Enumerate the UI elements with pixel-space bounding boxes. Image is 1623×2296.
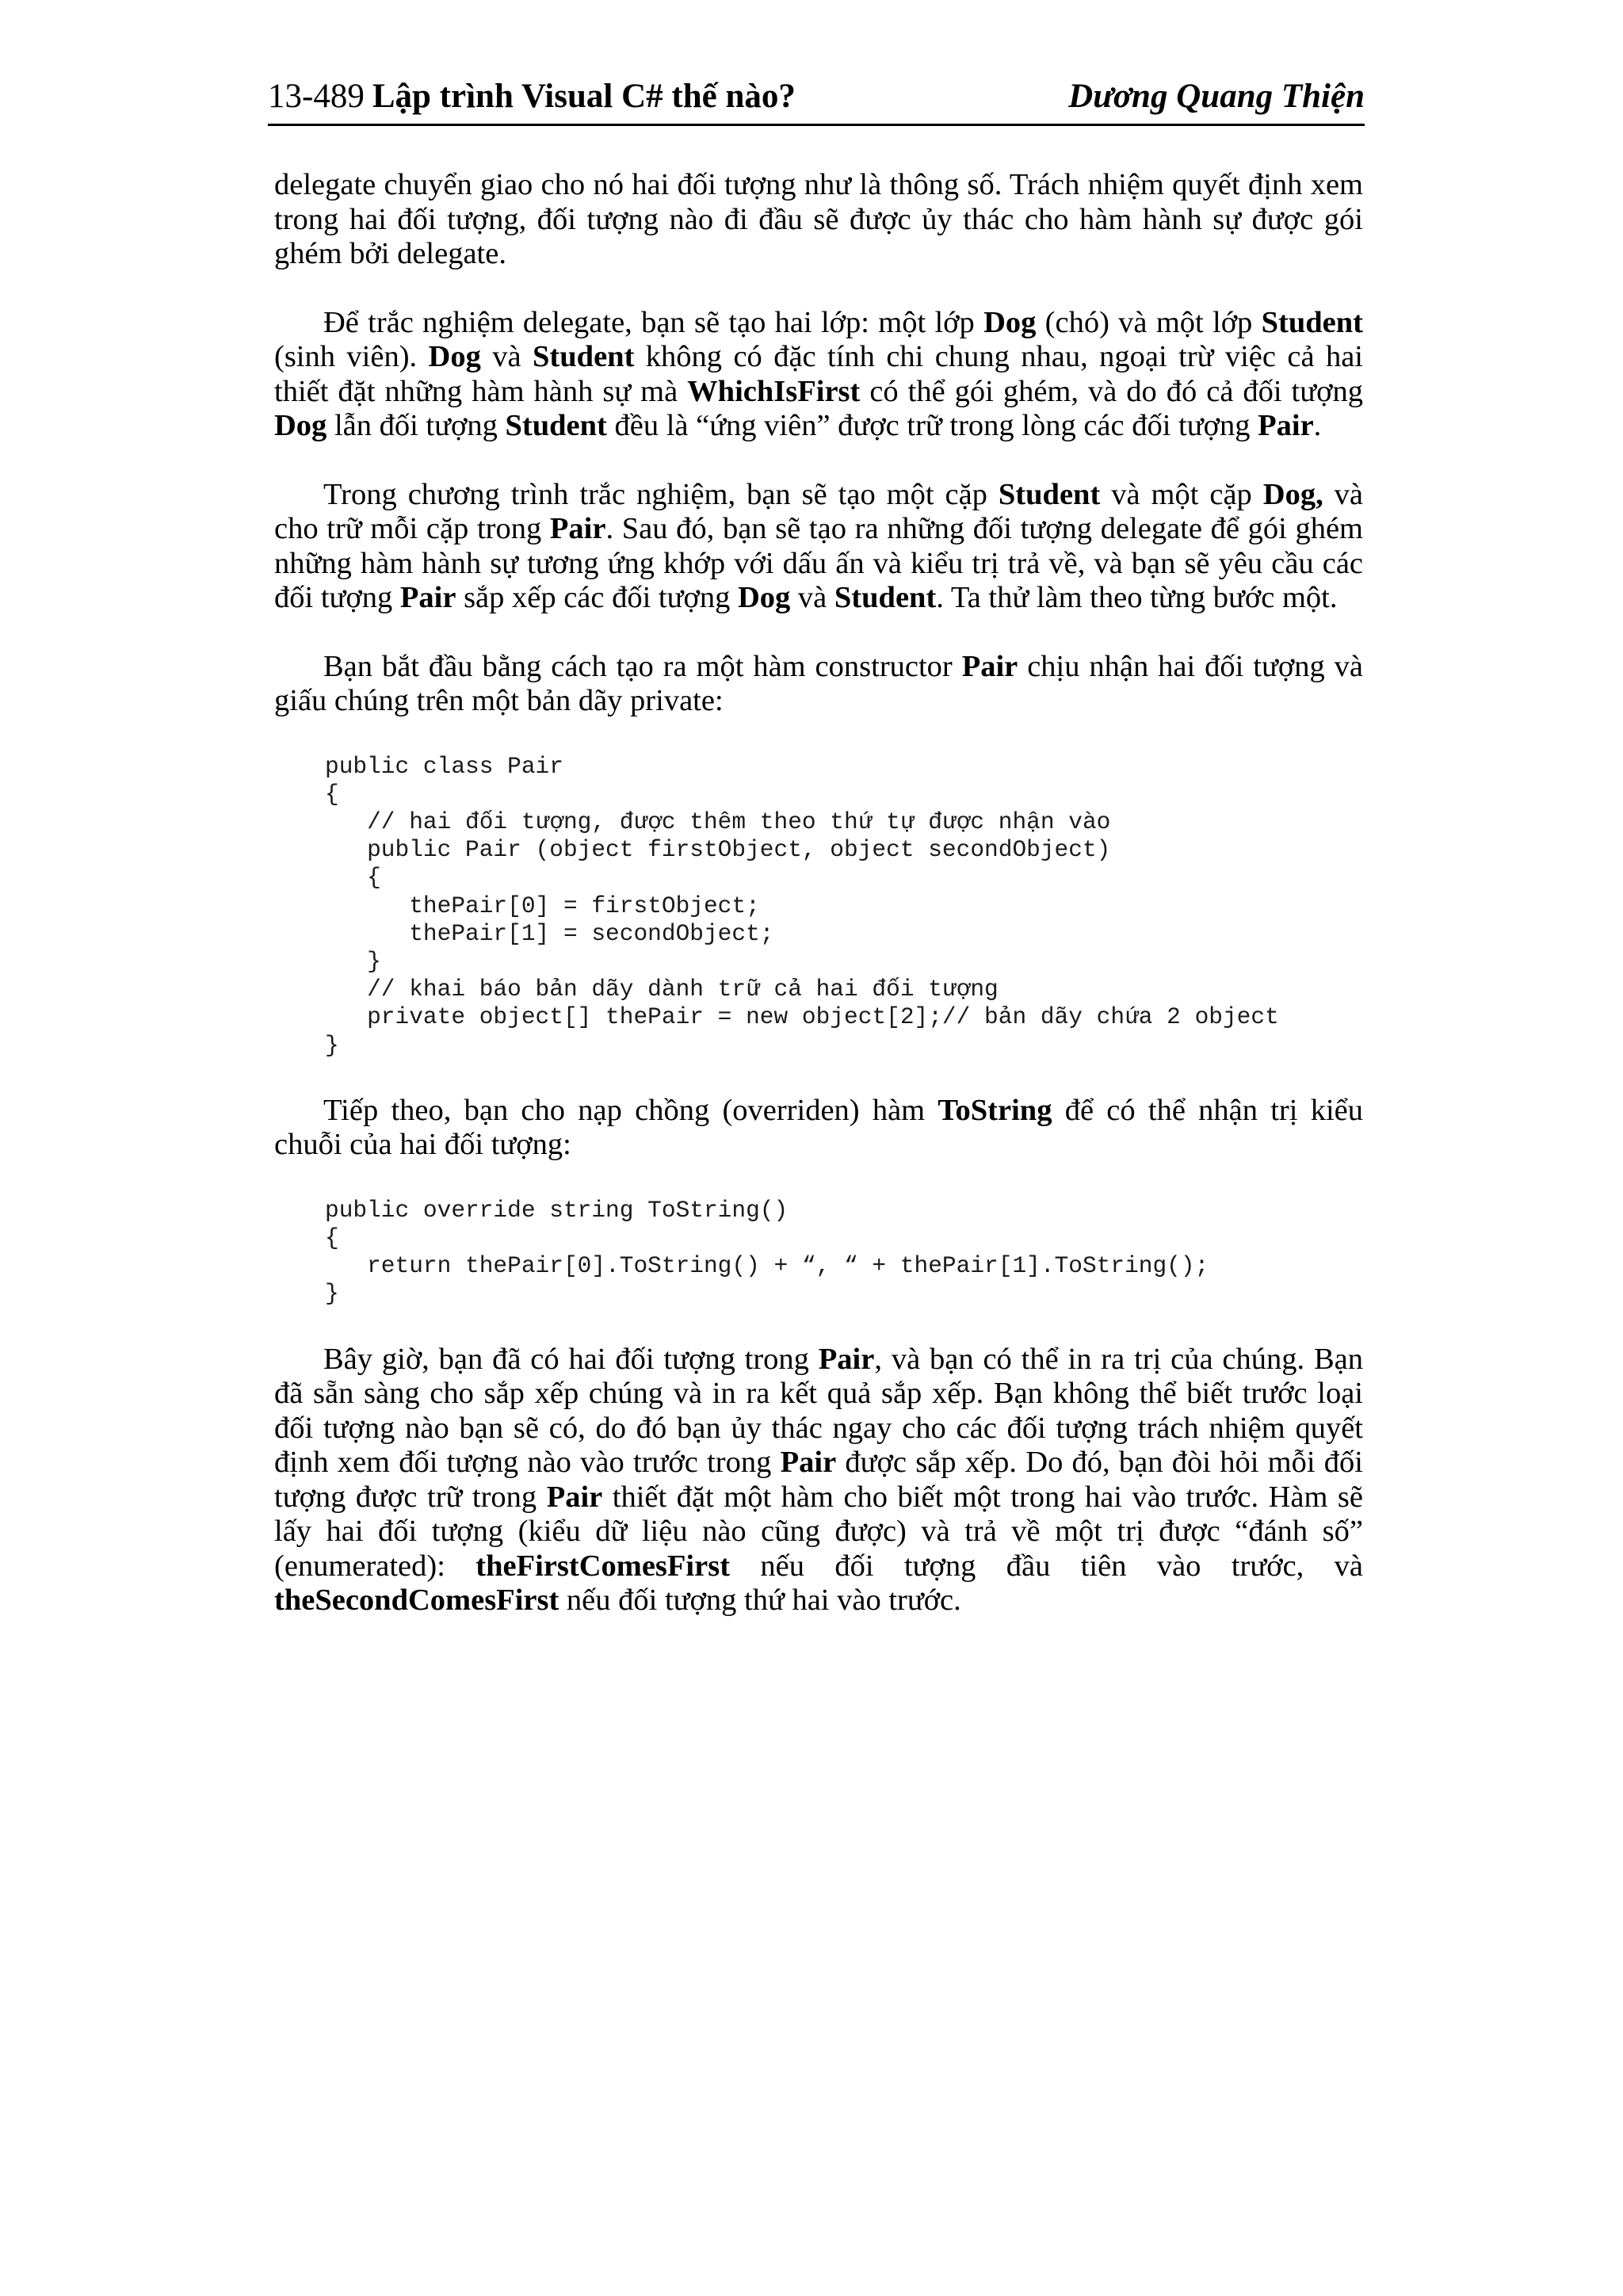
header-left [268, 77, 796, 116]
paragraph-2: Để trắc nghiệm delegate, bạn sẽ tạo hai lớp: một lớp Dog (chó) và một lớp Student (sinh viên). Dog và Student không có đặc tính chi chung nhau, ngoại trừ việc cả hai thiết đặt những hàm hành sự mà WhichIsFirst có thể gói ghém, và do đó cả đối tượng Dog lẫn đối tượng Student đều là “ứng viên” được trữ trong lòng các đối tượng Pair. [274, 305, 1364, 442]
book-title: Lập trình Visual C# thế nào? [372, 78, 796, 115]
author-name: Dương Quang Thiện [1068, 78, 1365, 115]
paragraph-5: Tiếp theo, bạn cho nạp chồng (overriden) hàm ToString để có thể nhận trị kiểu chuỗi của hai đối tượng: [274, 1093, 1363, 1162]
paragraph-3: Trong chương trình trắc nghiệm, bạn sẽ tạo một cặp Student và một cặp Dog, và cho trữ mỗi cặp trong Pair. Sau đó, bạn sẽ tạo ra những đối tượng delegate để gói ghém những hàm hành sự tương ứng khớp với dấu ấn và kiểu trị trả về, và bạn sẽ yêu cầu các đối tượng Pair sắp xếp các đối tượng Dog và Student. Ta thử làm theo từng bước một. [274, 477, 1364, 614]
paragraph-4: Bạn bắt đầu bằng cách tạo ra một hàm constructor Pair chịu nhận hai đối tượng và giấu chúng trên một bản dãy private: [274, 649, 1363, 717]
paragraph-1: delegate chuyển giao cho nó hai đối tượng như là thông số. Trách nhiệm quyết định xem trong hai đối tượng, đối tượng nào đi đầu sẽ được ủy thác cho hàm hành sự được gói ghém bởi delegate. [274, 168, 1363, 270]
body-text [274, 168, 1363, 1618]
paragraph-6: Bây giờ, bạn đã có hai đối tượng trong Pair, và bạn có thể in ra trị của chúng. Bạn đã sẵn sàng cho sắp xếp chúng và in ra kết quả sắp xếp. Bạn không thể biết trước loại đối tượng nào bạn sẽ có, do đó bạn ủy thác ngay cho các đối tượng trách nhiệm quyết định xem đối tượng nào vào trước trong Pair được sắp xếp. Do đó, bạn đòi hỏi mỗi đối tượng được trữ trong Pair thiết đặt một hàm cho biết một trong hai vào trước. Hàm sẽ lấy hai đối tượng (kiểu dữ liệu nào cũng được) và trả về một trị được “đánh số” (enumerated): theFirstComesFirst nếu đối tượng đầu tiên vào trước, và theSecondComesFirst nếu đối tượng thứ hai vào trước. [274, 1342, 1364, 1618]
code-block-pair-class: public class Pair { // hai đối tượng, được thêm theo thứ tự được nhận vào public Pair (object firstObject, object secondObject) { thePair[0] = firstObject; thePair[1] = secondObject; } // khai báo bản dãy dành trữ cả hai đối tượng private object[] thePair = new object[2];// bản dãy chứa 2 object } [325, 752, 1279, 1059]
page-header [268, 74, 1365, 126]
code-block-tostring: public override string ToString() { return thePair[0].ToString() + “, “ + thePair[1].ToString(); } [325, 1196, 1209, 1308]
page-number: 13-489 [268, 78, 365, 115]
